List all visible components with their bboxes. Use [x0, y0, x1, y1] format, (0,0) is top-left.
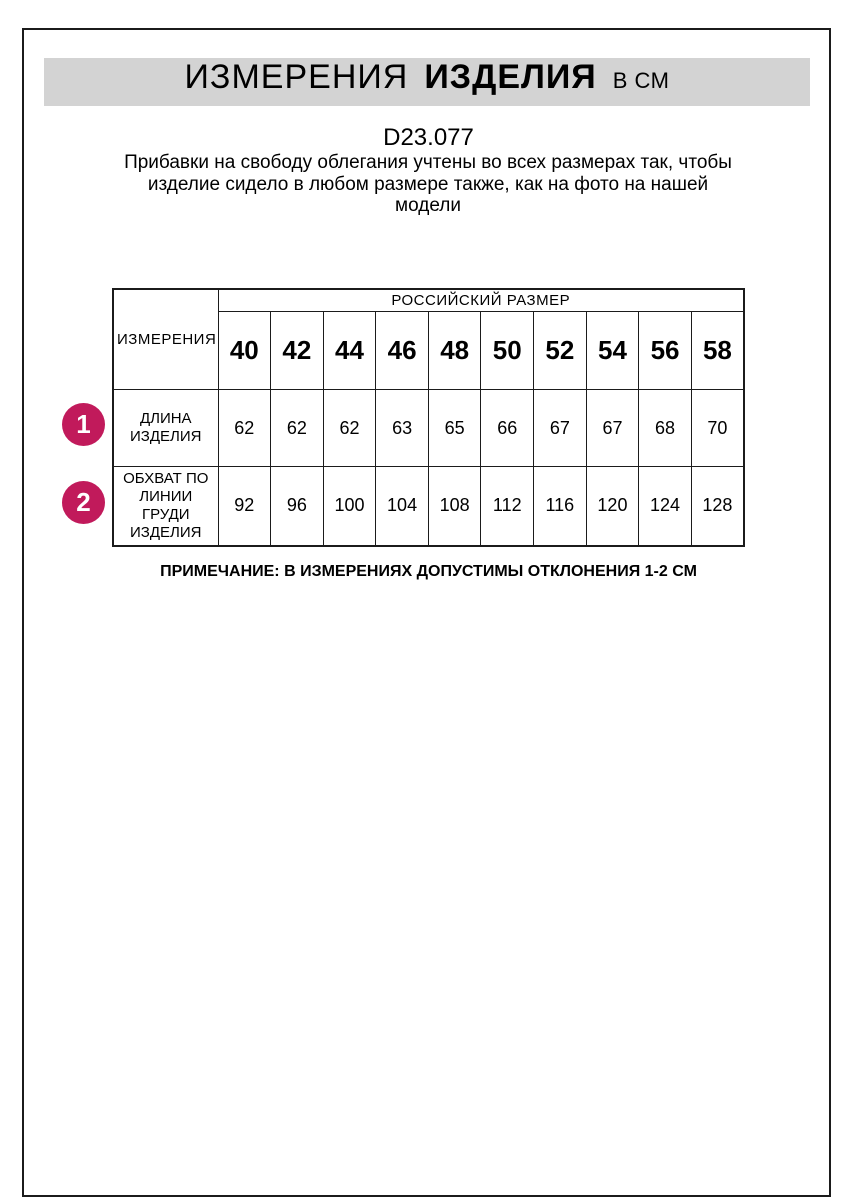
table-corner-header: ИЗМЕРЕНИЯ [113, 289, 218, 390]
fit-description-line-3: модели [395, 195, 461, 216]
size-header: 52 [534, 312, 587, 390]
table-row-length [113, 390, 744, 467]
size-header: 44 [323, 312, 376, 390]
table-cell: 62 [323, 390, 376, 467]
size-header: 56 [639, 312, 692, 390]
table-cell: 67 [586, 390, 639, 467]
table-cell: 70 [691, 390, 744, 467]
table-cell: 104 [376, 467, 429, 546]
fit-description-line-1: Прибавки на свободу облегания учтены во всех размерах так, чтобы [124, 152, 732, 173]
measure-label-chest: ОБХВАТ ПО ЛИНИИ ГРУДИ ИЗДЕЛИЯ [113, 467, 218, 546]
table-cell: 96 [271, 467, 324, 546]
table-cell: 65 [428, 390, 481, 467]
row-number-badge-2: 2 [62, 481, 105, 524]
table-cell: 66 [481, 390, 534, 467]
size-table [112, 288, 745, 547]
size-header: 40 [218, 312, 271, 390]
fit-description-line-2: изделие сидело в любом размере также, как на фото на нашей [147, 173, 709, 195]
table-cell: 116 [534, 467, 587, 546]
title-word-measurements: ИЗМЕРЕНИЯ [184, 58, 409, 96]
size-header: 42 [271, 312, 324, 390]
table-cell: 108 [428, 467, 481, 546]
table-group-header-row [113, 289, 744, 312]
product-code: D23.077 [383, 124, 474, 151]
table-cell: 92 [218, 467, 271, 546]
fit-description [108, 152, 748, 217]
table-cell: 128 [691, 467, 744, 546]
table-cell: 100 [323, 467, 376, 546]
table-cell: 124 [639, 467, 692, 546]
size-header: 46 [376, 312, 429, 390]
title-unit: В СМ [612, 68, 670, 93]
row-number-badge-1: 1 [62, 403, 105, 446]
size-header: 54 [586, 312, 639, 390]
title-word-product: ИЗДЕЛИЯ [424, 58, 597, 96]
table-group-header: РОССИЙСКИЙ РАЗМЕР [218, 289, 744, 312]
table-cell: 67 [534, 390, 587, 467]
size-header: 50 [481, 312, 534, 390]
measure-label-length: ДЛИНА ИЗДЕЛИЯ [113, 390, 218, 467]
title-banner [44, 58, 810, 106]
table-cell: 120 [586, 467, 639, 546]
table-cell: 63 [376, 390, 429, 467]
table-cell: 112 [481, 467, 534, 546]
size-header: 48 [428, 312, 481, 390]
size-header: 58 [691, 312, 744, 390]
table-cell: 62 [218, 390, 271, 467]
table-cell: 62 [271, 390, 324, 467]
table-row-chest [113, 467, 744, 546]
tolerance-note: ПРИМЕЧАНИЕ: В ИЗМЕРЕНИЯХ ДОПУСТИМЫ ОТКЛОНЕНИЯ 1-2 СМ [160, 563, 697, 580]
table-cell: 68 [639, 390, 692, 467]
